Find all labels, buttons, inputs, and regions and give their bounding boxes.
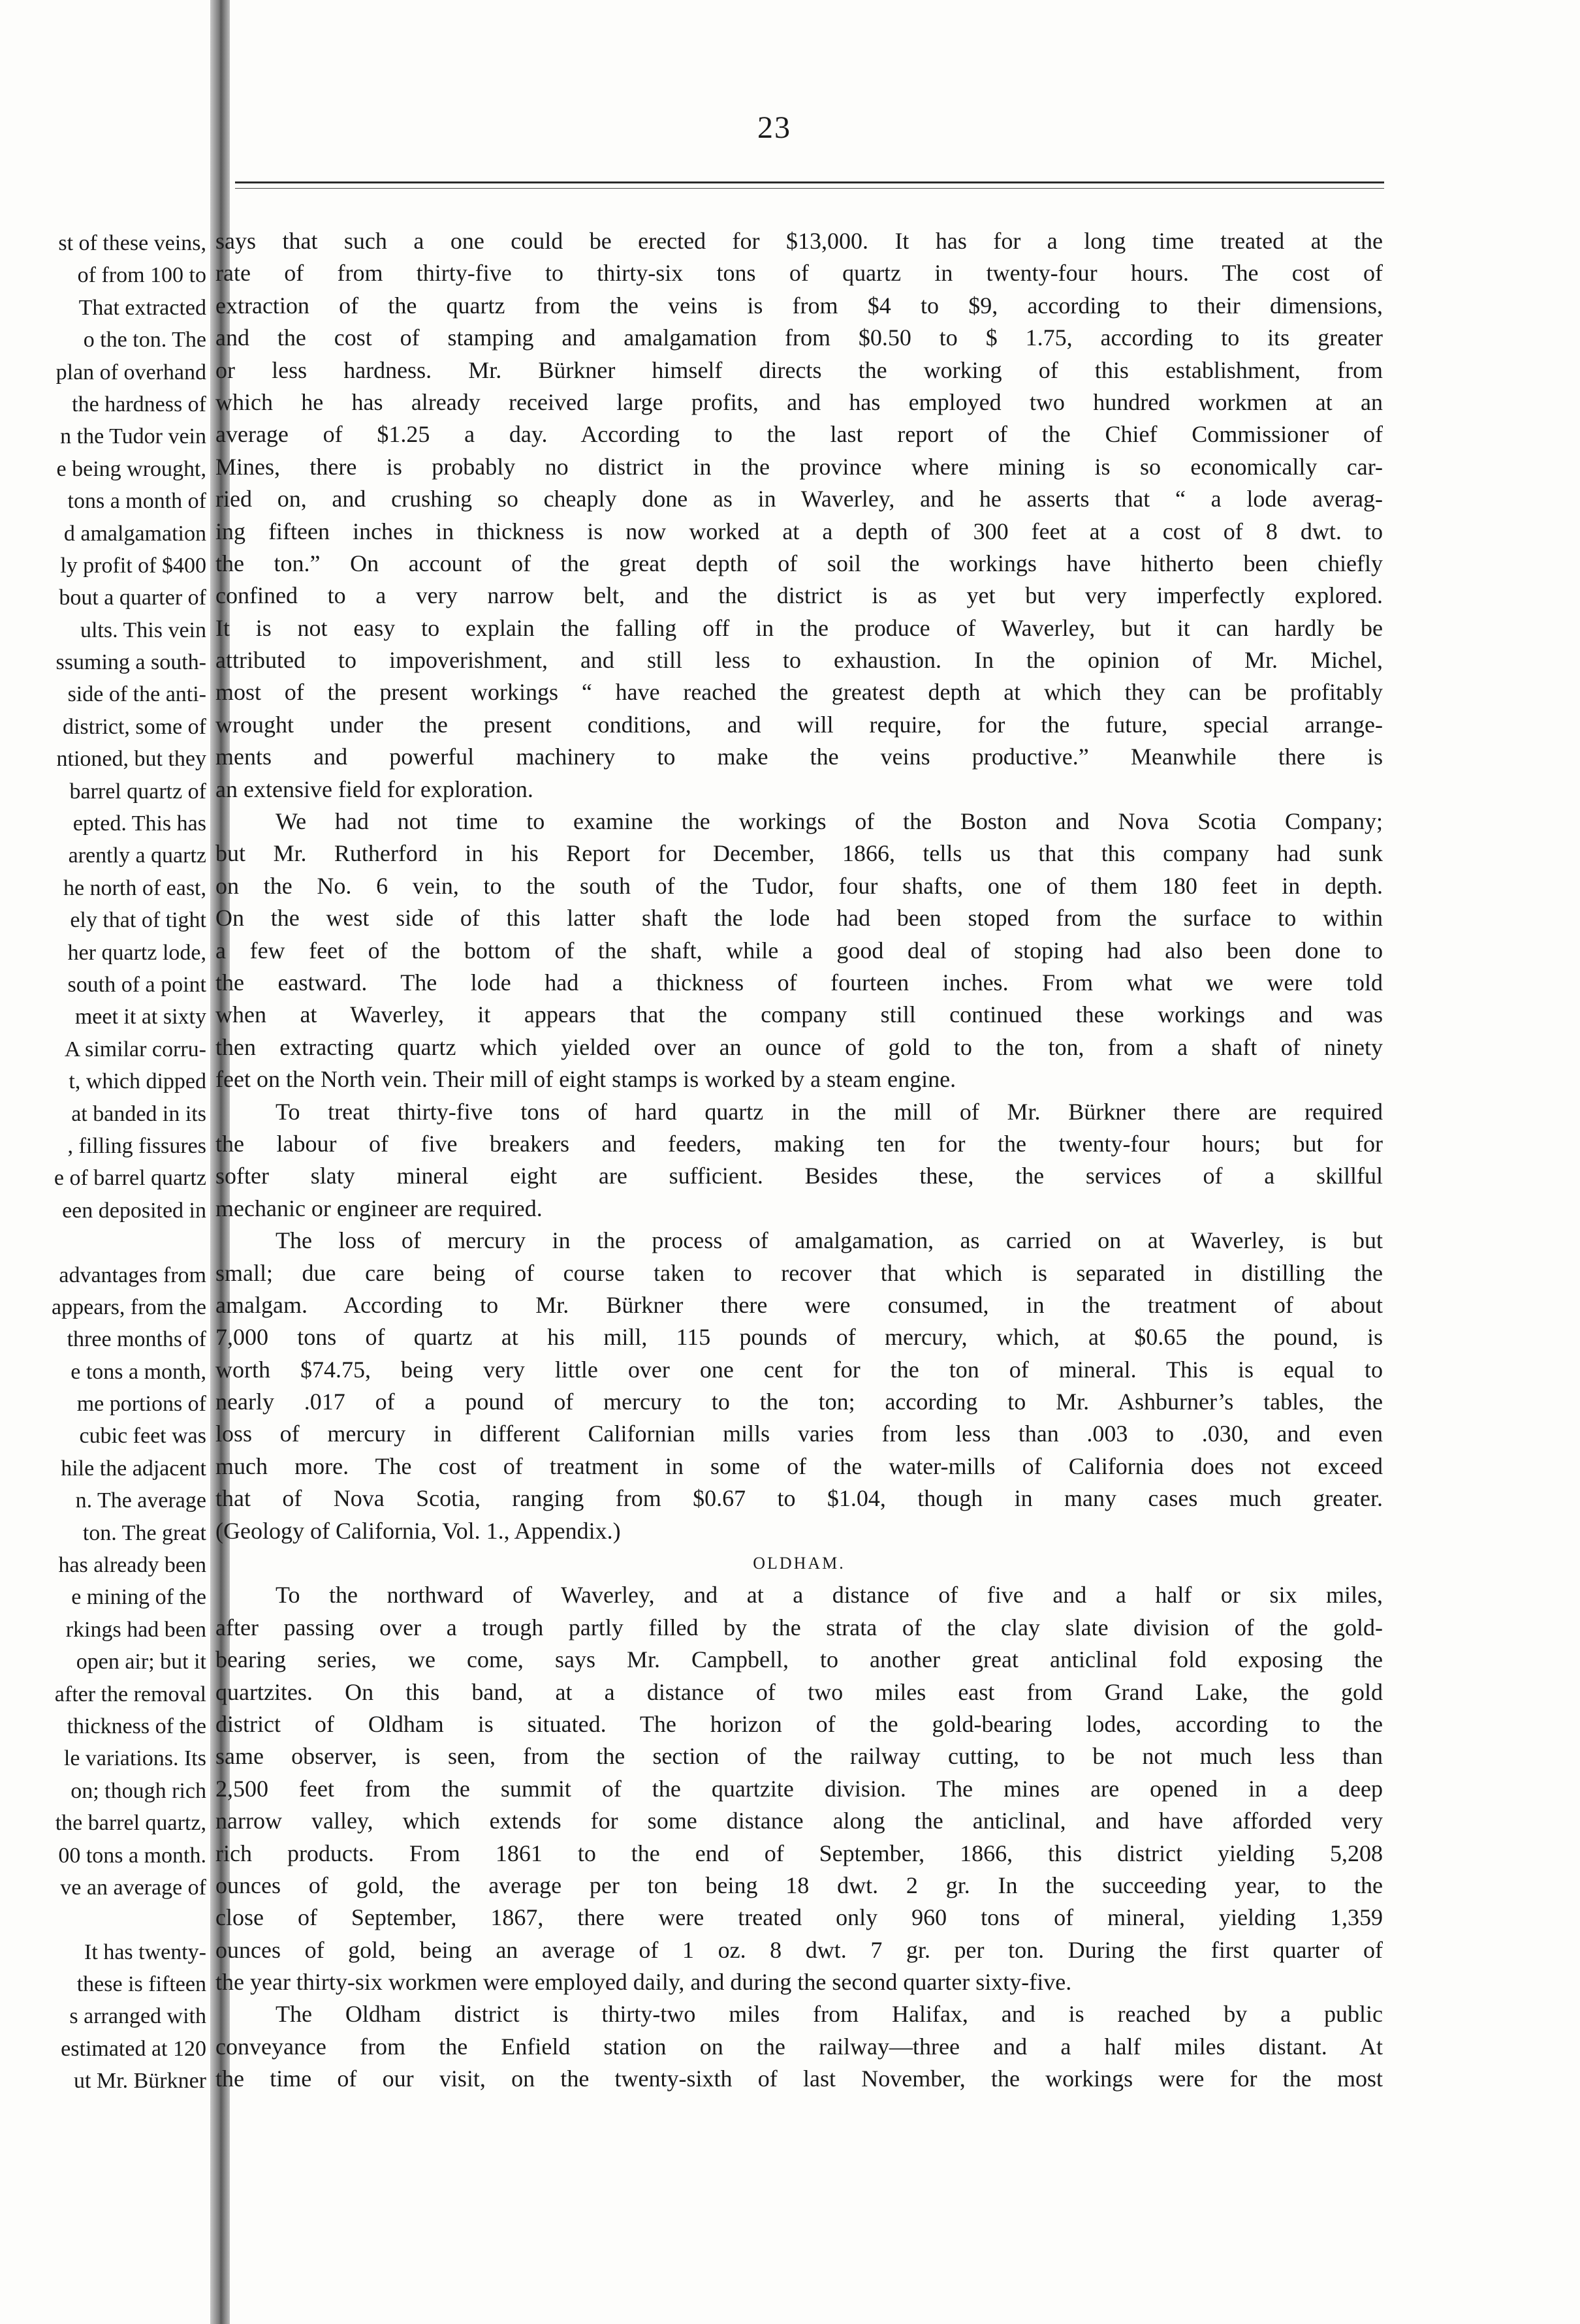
- left-column-line: barrel quartz of: [69, 779, 206, 804]
- text-line: or less hardness. Mr. Bürkner himself directs the working of this establishment, from: [215, 356, 1383, 383]
- left-column-line: e being wrought,: [56, 456, 206, 481]
- section-heading: OLDHAM.: [753, 1554, 845, 1573]
- left-column-line: south of a point: [67, 972, 206, 997]
- left-column-line: the barrel quartz,: [55, 1811, 206, 1836]
- text-line: on the No. 6 vein, to the south of the Tudor, four shafts, one of them 180 feet in depth.: [215, 872, 1383, 899]
- left-column-line: cubic feet was: [79, 1424, 206, 1449]
- text-line: attributed to impoverishment, and still less to exhaustion. In the opinion of Mr. Michel,: [215, 647, 1383, 674]
- text-line: close of September, 1867, there were treated only 960 tons of mineral, yielding 1,359: [215, 1904, 1383, 1931]
- header-rule-thin: [235, 188, 1384, 189]
- left-column-line: o the ton. The: [83, 328, 206, 353]
- text-line: We had not time to examine the workings of the Boston and Nova Scotia Company;: [276, 808, 1383, 835]
- text-line: The Oldham district is thirty-two miles from Halifax, and is reached by a public: [276, 2001, 1383, 2028]
- text-line: feet on the North vein. Their mill of eight stamps is worked by a steam engine.: [215, 1066, 956, 1093]
- left-column-line: thickness of the: [67, 1714, 206, 1738]
- left-column-line: een deposited in: [62, 1198, 206, 1223]
- left-column-line: s arranged with: [69, 2004, 206, 2029]
- text-line: softer slaty mineral eight are sufficient. Besides these, the services of a skillful: [215, 1163, 1383, 1189]
- text-line: To treat thirty-five tons of hard quartz in the mill of Mr. Bürkner there are required: [276, 1098, 1383, 1125]
- text-line: that of Nova Scotia, ranging from $0.67 to $1.04, though in many cases much greater.: [215, 1485, 1383, 1512]
- left-column-line: t, which dipped: [69, 1069, 206, 1094]
- text-line: ing fifteen inches in thickness is now worked at a depth of 300 feet at a cost of 8 dwt. to: [215, 518, 1383, 544]
- text-line: wrought under the present conditions, and will require, for the future, special arrange-: [215, 711, 1383, 738]
- text-line: It is not easy to explain the falling off in the produce of Waverley, but it can hardly be: [215, 614, 1383, 641]
- left-column-line: ults. This vein: [80, 618, 206, 642]
- left-column-line: bout a quarter of: [59, 586, 206, 610]
- text-line: ounces of gold, the average per ton being 18 dwt. 2 gr. In the succeeding year, to the: [215, 1872, 1383, 1898]
- text-line: bearing series, we come, says Mr. Campbell, to another great anticlinal fold exposing the: [215, 1646, 1383, 1673]
- left-column-line: It has twenty-: [84, 1939, 206, 1964]
- left-column-line: advantages from: [59, 1263, 206, 1287]
- left-column-line: hile the adjacent: [61, 1456, 206, 1481]
- previous-page-column-fragment: [0, 227, 206, 2094]
- left-column-line: district, some of: [62, 714, 206, 739]
- left-column-line: , filling fissures: [67, 1133, 206, 1158]
- text-line: says that such a one could be erected for $13,000. It has for a long time treated at the: [215, 228, 1383, 254]
- left-column-line: three months of: [67, 1327, 206, 1352]
- text-line: the labour of five breakers and feeders, making ten for the twenty-four hours; but for: [215, 1130, 1383, 1157]
- text-line: after passing over a trough partly filled by the strata of the clay slate division of the gold-: [215, 1614, 1383, 1641]
- left-column-line: estimated at 120: [61, 2036, 206, 2061]
- left-column-line: ve an average of: [60, 1875, 206, 1900]
- left-column-line: n. The average: [75, 1488, 206, 1513]
- left-column-line: n the Tudor vein: [60, 424, 206, 449]
- left-column-line: That extracted: [78, 295, 206, 320]
- page-number: 23: [757, 110, 791, 145]
- left-column-line: e mining of the: [71, 1585, 206, 1610]
- left-column-line: ut Mr. Bürkner: [73, 2069, 206, 2094]
- text-line: Mines, there is probably no district in the province where mining is so economically car-: [215, 453, 1383, 480]
- left-column-line: le variations. Its: [63, 1746, 206, 1771]
- text-line: the ton.” On account of the great depth of soil the workings have hitherto been chiefly: [215, 550, 1383, 576]
- text-line: confined to a very narrow belt, and the district is as yet but very imperfectly explored.: [215, 582, 1383, 609]
- left-column-line: d amalgamation: [63, 521, 206, 546]
- text-line: extraction of the quartz from the veins is from $4 to $9, according to their dimensions,: [215, 292, 1383, 319]
- text-line: nearly .017 of a pound of mercury to the ton; according to Mr. Ashburner’s tables, the: [215, 1389, 1383, 1415]
- text-line: rich products. From 1861 to the end of September, 1866, this district yielding 5,208: [215, 1840, 1383, 1866]
- text-line: 2,500 feet from the summit of the quartzite division. The mines are opened in a deep: [215, 1775, 1383, 1802]
- text-line: the eastward. The lode had a thickness of fourteen inches. From what we were told: [215, 969, 1383, 996]
- left-column-line: me portions of: [76, 1392, 206, 1417]
- left-column-line: 00 tons a month.: [58, 1843, 206, 1868]
- left-column-line: these is fifteen: [76, 1972, 206, 1997]
- left-column-line: [0, 1227, 206, 1259]
- text-line: and the cost of stamping and amalgamation from $0.50 to $ 1.75, according to its greater: [215, 324, 1383, 351]
- text-line: the time of our visit, on the twenty-sixth of last November, the workings were for the most: [215, 2065, 1383, 2092]
- left-column-line: arently a quartz: [68, 843, 206, 868]
- text-line: rate of from thirty-five to thirty-six tons of quartz in twenty-four hours. The cost of: [215, 260, 1383, 287]
- text-line: but Mr. Rutherford in his Report for December, 1866, tells us that this company had sunk: [215, 840, 1383, 867]
- text-line: ments and powerful machinery to make the veins productive.” Meanwhile there is: [215, 744, 1383, 770]
- left-column-line: ly profit of $400: [60, 553, 206, 578]
- text-line: 7,000 tons of quartz at his mill, 115 pounds of mercury, which, at $0.65 the pound, is: [215, 1324, 1383, 1351]
- left-column-line: ntioned, but they: [56, 747, 206, 772]
- text-line: most of the present workings “ have reached the greatest depth at which they can be profitably: [215, 679, 1383, 706]
- left-column-line: her quartz lode,: [67, 940, 206, 965]
- text-line: quartzites. On this band, at a distance of two miles east from Grand Lake, the gold: [215, 1678, 1383, 1705]
- text-line: The loss of mercury in the process of amalgamation, as carried on at Waverley, is but: [276, 1227, 1383, 1254]
- text-line: loss of mercury in different Californian mills varies from less than .003 to .030, and even: [215, 1421, 1383, 1447]
- text-line: amalgam. According to Mr. Bürkner there were consumed, in the treatment of about: [215, 1291, 1383, 1318]
- left-column-line: meet it at sixty: [74, 1005, 206, 1029]
- text-line: the year thirty-six workmen were employed daily, and during the second quarter sixty-five.: [215, 1969, 1072, 1996]
- left-column-line: st of these veins,: [58, 231, 206, 255]
- left-column-line: e tons a month,: [71, 1359, 206, 1384]
- text-line: On the west side of this latter shaft the lode had been stoped from the surface to within: [215, 905, 1383, 932]
- left-column-line: the hardness of: [72, 392, 206, 416]
- left-column-line: side of the anti-: [67, 682, 206, 707]
- left-column-line: ssuming a south-: [55, 650, 206, 675]
- text-line: district of Oldham is situated. The horizon of the gold-bearing lodes, according to the: [215, 1710, 1383, 1737]
- text-line: worth $74.75, being very little over one cent for the ton of mineral. This is equal to: [215, 1356, 1383, 1383]
- text-line: much more. The cost of treatment in some of the water-mills of California does not exceed: [215, 1452, 1383, 1479]
- left-column-line: rkings had been: [65, 1617, 206, 1642]
- left-column-line: of from 100 to: [77, 263, 206, 288]
- text-line: average of $1.25 a day. According to the last report of the Chief Commissioner of: [215, 421, 1383, 448]
- left-column-line: A similar corru-: [64, 1037, 206, 1061]
- header-rule: [235, 181, 1384, 183]
- left-column-line: [0, 1904, 206, 1936]
- left-column-line: at banded in its: [71, 1101, 206, 1126]
- left-column-line: ton. The great: [82, 1520, 206, 1545]
- text-line: which he has already received large profits, and has employed two hundred workmen at an: [215, 388, 1383, 415]
- text-line: a few feet of the bottom of the shaft, while a good deal of stoping had also been done to: [215, 937, 1383, 964]
- main-text-column: [215, 225, 1383, 2096]
- text-line: conveyance from the Enfield station on the railway—three and a half miles distant. At: [215, 2033, 1383, 2060]
- text-line: mechanic or engineer are required.: [215, 1195, 543, 1221]
- text-line: same observer, is seen, from the section of the railway cutting, to be not much less than: [215, 1743, 1383, 1770]
- text-line: narrow valley, which extends for some distance along the anticlinal, and have afforded very: [215, 1808, 1383, 1834]
- text-line: small; due care being of course taken to recover that which is separated in distilling the: [215, 1259, 1383, 1286]
- left-column-line: tons a month of: [67, 489, 206, 514]
- left-column-line: he north of east,: [63, 875, 206, 900]
- text-line: when at Waverley, it appears that the company still continued these workings and was: [215, 1001, 1383, 1028]
- left-column-line: appears, from the: [52, 1295, 206, 1319]
- left-column-line: has already been: [58, 1553, 206, 1578]
- left-column-line: e of barrel quartz: [54, 1166, 206, 1191]
- text-line: ried on, and crushing so cheaply done as in Waverley, and he asserts that “ a lode averag-: [215, 486, 1383, 512]
- text-line: ounces of gold, being an average of 1 oz. 8 dwt. 7 gr. per ton. During the first quarter of: [215, 1936, 1383, 1963]
- left-column-line: on; though rich: [71, 1778, 206, 1803]
- text-line: then extracting quartz which yielded over an ounce of gold to the ton, from a shaft of ninety: [215, 1033, 1383, 1060]
- text-line: To the northward of Waverley, and at a distance of five and a half or six miles,: [276, 1582, 1383, 1609]
- left-column-line: open air; but it: [76, 1650, 206, 1674]
- left-column-line: ely that of tight: [70, 908, 206, 933]
- text-line: (Geology of California, Vol. 1., Appendix.): [215, 1517, 621, 1544]
- text-line: an extensive field for exploration.: [215, 776, 533, 802]
- left-column-line: after the removal: [54, 1682, 206, 1706]
- left-column-line: epted. This has: [72, 811, 206, 836]
- left-column-line: plan of overhand: [55, 360, 206, 385]
